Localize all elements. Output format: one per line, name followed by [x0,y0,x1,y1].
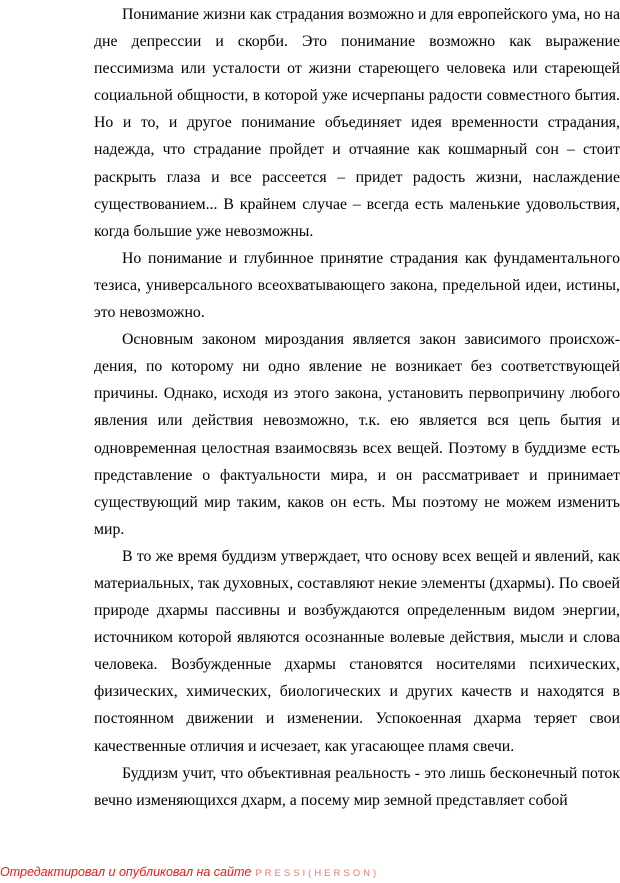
footer-site-link[interactable]: PRESSI(HERSON) [255,868,380,879]
paragraph-5: Буддизм учит, что объективная реальность - это лишь бесконечный поток вечно изменяющихся дхарм, а посему мир земной представляет собой [94,764,620,809]
paragraph-1: Понимание жизни как страдания возможно и для европейского ума, но на дне депрессии и скорби. Это понимание возможно как выражение пессимизма или усталости от жизни стареющего человека или стареющей социальной общности, в которой уже исчерпаны радости совместного бытия. Но и то, и другое понимание объединяет идея временности страдания, надежда, что страдание пройдет и отчаяние как кошмарный сон – стоит раскрыть глаза и все рассеется – придет радость жизни, наслаждение существованием... В крайнем случае – всегда есть маленькие удовольствия, когда большие уже невозможны. [94,6,620,240]
footer-credit-text: Отредактировал и опубликовал на сайте [0,865,252,879]
paragraph-4: В то же время буддизм утверждает, что основу всех вещей и явлений, как материальных, так духовных, составляют некие элементы (дхармы). По своей природе дхармы пассивны и возбуждаются определенным видом энергии, источником которой являются осознанные волевые действия, мысли и слова человека. Возбужденные дхармы становятся носителями психических, физических, химических, биологических и других качеств и находятся в постоянном движении и изменении. Успокоенная дхарма теряет свои качественные отличия и исчезает, как угасающее пламя свечи. [94,547,620,755]
paragraph-3: Основным законом мироздания является закон зависимого происхождения, по которому ни одно явление не возникает без соответствующей причины. Однако, исходя из этого закона, установить первопричину любого явления или действия невозможно, т.к. ею является вся цепь бытия и одновременная целостная взаимосвязь всех вещей. Поэтому в буддизме есть представление о фактуальности мира, и он рассматривает и принимает существующий мир таким, каков он есть. Мы поэтому не можем изменить мир. [94,331,620,538]
document-body [94,0,620,814]
page-footer [0,863,620,882]
paragraph-2: Но понимание и глубинное принятие страдания как фундаментального тезиса, универсального всеохватывающего закона, предельной идеи, истины, это невозможно. [94,249,620,322]
